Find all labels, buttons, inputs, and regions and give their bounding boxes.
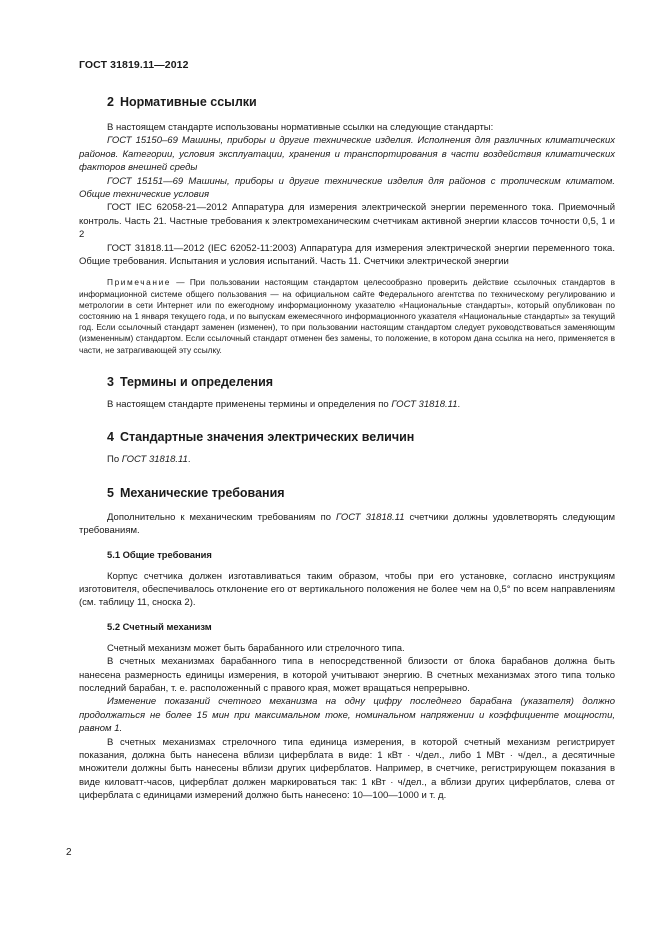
text: В настоящем стандарте применены термины и определения по [107, 398, 392, 410]
reference-item: ГОСТ 15151—69 Машины, приборы и другие технические изделия для районов с тропическим климатом. Общие технические условия [79, 175, 615, 201]
text: . [187, 454, 191, 466]
section-number: 3 [107, 374, 114, 389]
text: Дополнительно к механическим требованиям по [107, 511, 337, 523]
paragraph: В настоящем стандарте использованы нормативные ссылки на следующие стандарты: [107, 122, 494, 133]
section-5-heading [79, 485, 615, 501]
paragraph [79, 453, 615, 466]
subsection-5-2-heading: 5.2 Счетный механизм [107, 620, 212, 632]
reference-item: ГОСТ 31818.11—2012 (IEC 62052-11:2003) Аппаратура для измерения электрической энергии переменного тока. Общие требования. Испытания и условия испытаний. Часть 11. Счетчики электрической энергии [79, 242, 615, 268]
section-4-heading [79, 429, 615, 445]
standard-reference: ГОСТ 31818.11 [391, 398, 458, 410]
reference-item: ГОСТ 15150–69 Машины, приборы и другие технические изделия. Исполнения для различных климатических районов. Категории, условия эксплуатации, хранения и транспортирования в части воздействия климатических факторов внешней среды [79, 135, 615, 174]
section-number: 4 [107, 430, 114, 445]
section-2-heading [79, 94, 615, 110]
paragraph: В счетных механизмах стрелочного типа единица измерения, в которой счетный механизм регистрирует показания, должна быть нанесена вблизи циферблата в виде: 1 кВт · ч/дел., либо 1 МВт · ч/дел., а десятичные множители должны быть нанесены вблизи других циферблатов. Например, в счетчике, регистрирующем показания в виде киловатт-часов, циферблат должен маркироваться так: 1 кВт · ч/дел., а вблизи других циферблатов, слева от циферблата с единицами измерений должно быть нанесено: 10—100—1000 и т. д. [79, 736, 615, 802]
standard-reference: ГОСТ 31818.11 [121, 454, 188, 466]
section-title: Стандартные значения электрических величин [119, 430, 415, 445]
text: По [107, 454, 122, 466]
text: счетчики должны удовлетворять следующим требованиям. [79, 511, 615, 537]
section-title: Термины и определения [119, 374, 274, 389]
standard-reference: ГОСТ 31818.11 [336, 511, 405, 523]
document-body [79, 92, 615, 803]
note-text: — При пользовании настоящим стандартом целесообразно проверить действие ссылочных стандартов в информационной системе общего пользования — на официальном сайте Федерального агентства по техническому регулированию и метрологии в сети Интернет или по ежегодному информационному указателю «Национальные стандарты», который опубликован по состоянию на 1 января текущего года, и по выпускам ежемесячного информационного указателя «Национальные стандарты» за текущий год. Если ссылочный стандарт заменен (изменен), то при пользовании настоящим стандартом следует руководствоваться заменяющим (измененным) стандартом. Если ссылочный стандарт отменен без замены, то положение, в котором дана ссылка на него, применяется в части, не затрагивающей эту ссылку. [79, 277, 615, 355]
paragraph: Изменение показаний счетного механизма на одну цифру последнего барабана (указателя) должно продолжаться не более 15 мин при максимальном токе, номинальном напряжении и коэффициенте мощности, равном 1. [79, 696, 615, 735]
note [79, 277, 615, 355]
section-3-heading [79, 374, 615, 390]
subsection-5-1-heading: 5.1 Общие требования [107, 548, 212, 560]
paragraph: Счетный механизм может быть барабанного или стрелочного типа. [107, 642, 405, 654]
paragraph: Корпус счетчика должен изготавливаться таким образом, чтобы при его установке, согласно инструкциям изготовителя, обеспечивалось отклонение его от вертикального положения не более чем на 0,5° по всем направлениям (см. таблицу 11, сноска 2). [79, 570, 615, 609]
paragraph [79, 511, 615, 538]
text: . [457, 398, 461, 410]
section-title: Механические требования [119, 485, 285, 500]
page-number: 2 [66, 847, 72, 858]
reference-item: ГОСТ IEC 62058-21—2012 Аппаратура для измерения электрической энергии переменного тока. Приемочный контроль. Часть 21. Частные требования к электромеханическим счетчикам активной энергии классов точности 0,5, 1 и 2 [79, 202, 615, 241]
paragraph [79, 398, 615, 411]
section-number: 5 [107, 485, 114, 500]
paragraph: В счетных механизмах барабанного типа в непосредственной близости от блока барабанов должна быть нанесена размерность единицы измерения, в которой учитывают энергию. В счетных механизмах этого типа только последний барабан, т. е. расположенный с правого края, может вращаться непрерывно. [79, 656, 615, 694]
section-title: Нормативные ссылки [119, 95, 257, 109]
note-label: Примечание [107, 277, 172, 288]
section-number: 2 [107, 95, 114, 109]
document-header: ГОСТ 31819.11—2012 [79, 59, 189, 71]
